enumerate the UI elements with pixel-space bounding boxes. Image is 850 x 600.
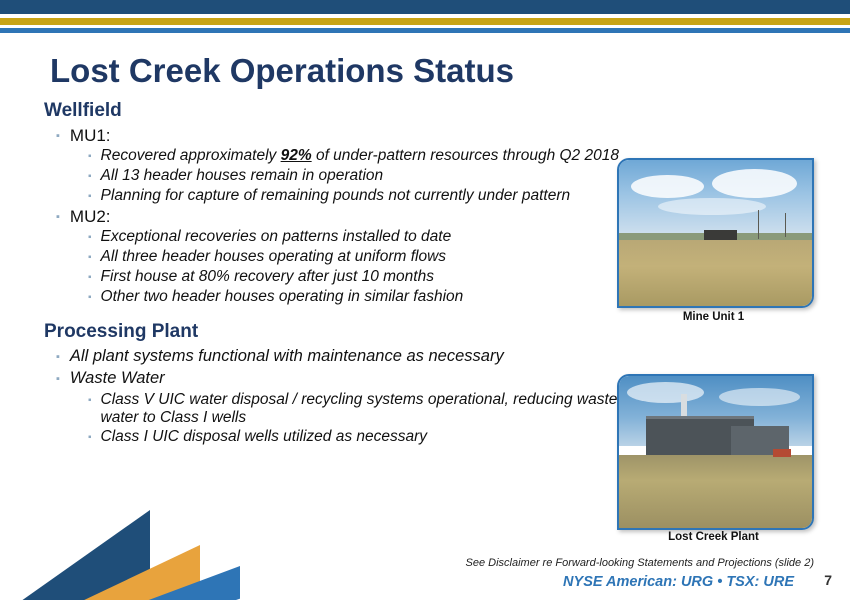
- list-item: [88, 167, 624, 186]
- footer-disclaimer: See Disclaimer re Forward-looking Statements and Projections (slide 2): [465, 557, 814, 569]
- slide-content: [44, 100, 624, 448]
- band-dark-blue: [0, 0, 850, 14]
- photo-field: [619, 240, 812, 306]
- list-item-text: Waste Water: [69, 369, 165, 388]
- list-item: [56, 347, 624, 367]
- square-bullet-icon: ▪: [56, 211, 60, 224]
- triangle-white: [56, 580, 296, 600]
- list-item-text: All plant systems functional with maintenance as necessary: [69, 347, 504, 366]
- photo-caption-mine-unit-1: Mine Unit 1: [682, 311, 745, 323]
- square-bullet-icon: ▪: [88, 232, 92, 244]
- page-title: Lost Creek Operations Status: [50, 52, 514, 89]
- list-item: [88, 187, 624, 206]
- square-bullet-icon: ▪: [88, 432, 92, 444]
- square-bullet-icon: ▪: [88, 292, 92, 304]
- square-bullet-icon: ▪: [88, 151, 92, 163]
- photo-field: [619, 455, 812, 528]
- footer-corner-decoration: [0, 480, 300, 600]
- list-item-label: MU2:: [69, 207, 111, 227]
- list-item-text: Class V UIC water disposal / recycling systems operational, reducing waste water to Class I wells: [100, 391, 618, 427]
- list-item-text: Class I UIC disposal wells utilized as necessary: [100, 428, 428, 446]
- header-decoration-band: [0, 0, 850, 46]
- list-item-text: [101, 147, 619, 165]
- list-item: [88, 147, 624, 166]
- text-pre: Recovered approximately: [100, 147, 281, 165]
- section-heading-processing-plant: Processing Plant: [44, 321, 199, 343]
- list-item-text: Other two header houses operating in similar fashion: [100, 288, 464, 306]
- cloud-shape: [712, 169, 797, 198]
- section-heading-wellfield: Wellfield: [44, 100, 122, 121]
- list-item: [56, 369, 624, 389]
- list-item: [88, 288, 624, 307]
- list-item-text: All 13 header houses remain in operation: [100, 167, 384, 185]
- list-item: [88, 428, 624, 447]
- list-item: [88, 391, 624, 427]
- band-white-3: [0, 33, 850, 43]
- photo-caption-lost-creek-plant: Lost Creek Plant: [668, 531, 759, 543]
- text-emphasis: 92%: [280, 147, 312, 165]
- photo-mine-unit-1: [617, 158, 814, 308]
- square-bullet-icon: ▪: [56, 373, 60, 386]
- square-bullet-icon: ▪: [56, 130, 60, 142]
- list-item: [88, 248, 624, 267]
- square-bullet-icon: ▪: [88, 272, 92, 284]
- utility-pole-shape: [785, 213, 786, 238]
- square-bullet-icon: ▪: [88, 191, 92, 203]
- list-item: [88, 268, 624, 287]
- footer-ticker: NYSE American: URG • TSX: URE: [563, 574, 794, 590]
- square-bullet-icon: ▪: [56, 351, 60, 364]
- list-item-label: MU1:: [69, 126, 111, 145]
- square-bullet-icon: ▪: [88, 395, 92, 407]
- list-item-mu1: [56, 126, 624, 146]
- photo-lost-creek-plant: [617, 374, 814, 530]
- cloud-shape: [631, 175, 704, 198]
- utility-pole-shape: [758, 210, 759, 239]
- list-item-text: Exceptional recoveries on patterns installed to date: [100, 228, 452, 246]
- text-post: of under-pattern resources through Q2 2018: [311, 147, 619, 165]
- square-bullet-icon: ▪: [88, 252, 92, 264]
- list-item: [88, 228, 624, 247]
- list-item-text: Planning for capture of remaining pounds not currently under pattern: [100, 187, 571, 205]
- list-item-text: All three header houses operating at uniform flows: [100, 248, 447, 266]
- list-item-text: First house at 80% recovery after just 10 months: [100, 268, 434, 286]
- square-bullet-icon: ▪: [88, 171, 92, 183]
- page-number: 7: [824, 572, 832, 588]
- list-item-mu2: [56, 207, 624, 227]
- vehicle-shape: [773, 449, 790, 457]
- band-gold: [0, 18, 850, 25]
